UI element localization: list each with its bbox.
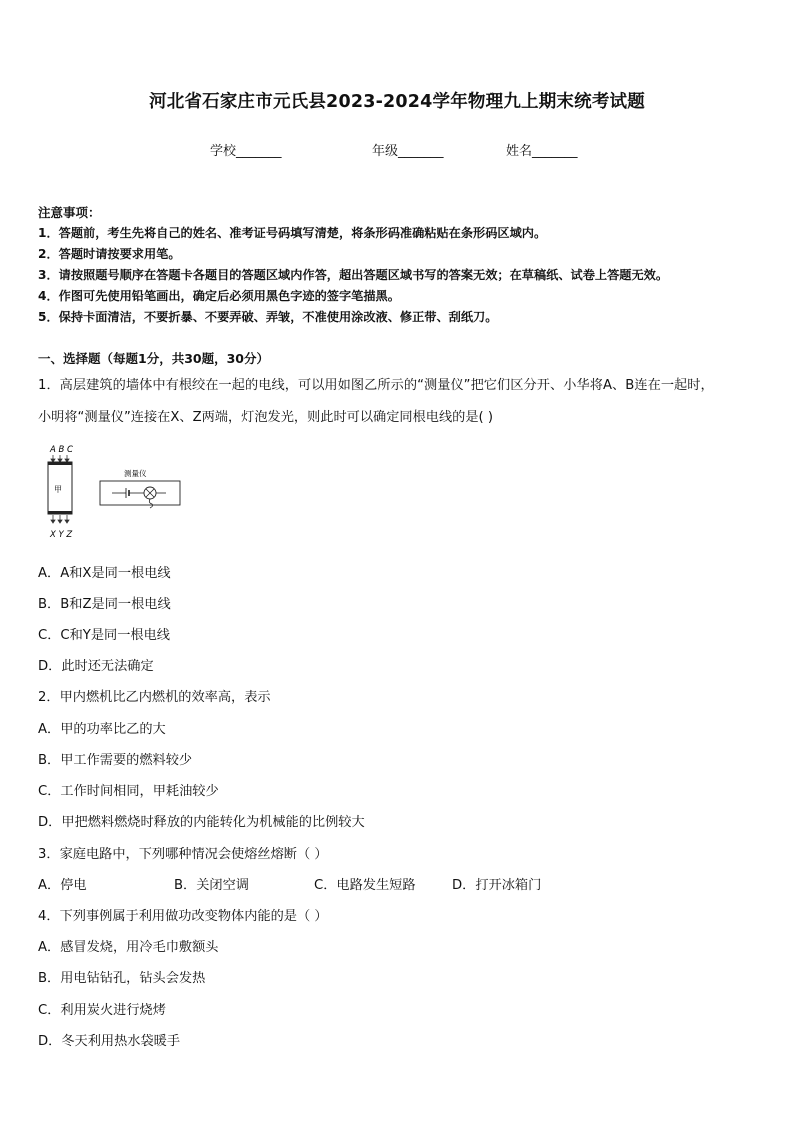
q4-option-d: D．冬天利用热水袋暖手 (38, 1034, 181, 1049)
wiring-diagram (44, 442, 189, 542)
school-field: 学校_______ (210, 144, 282, 159)
q1-stem-line2: 小明将“测量仪”连接在X、Z两端，灯泡发光，则此时可以确定同根电线的是( ) (38, 410, 494, 425)
q1-stem-line1: 1．高层建筑的墙体中有根绞在一起的电线，可以用如图乙所示的“测量仪”把它们区分开、小华将A、B连在一起时， (38, 378, 714, 393)
q2-option-c: C．工作时间相同，甲耗油较少 (38, 784, 219, 799)
q1-figure (44, 442, 189, 542)
notice-item-4: 4．作图可先使用铅笔画出，确定后必须用黑色字迹的签字笔描黑。 (38, 289, 400, 303)
notice-item-2: 2．答题时请按要求用笔。 (38, 247, 181, 261)
q1-option-b: B．B和Z是同一根电线 (38, 597, 171, 612)
section-title: 一、选择题（每题1分，共30题，30分） (38, 351, 269, 366)
figure-meter-label: 测量仪 (124, 469, 147, 478)
bottom-arrows (51, 515, 69, 523)
q3-stem: 3．家庭电路中，下列哪种情况会使熔丝熔断（ ） (38, 847, 328, 862)
q2-option-d: D．甲把燃料燃烧时释放的内能转化为机械能的比例较大 (38, 815, 365, 830)
top-arrows (51, 455, 69, 462)
q4-stem: 4．下列事例属于利用做功改变物体内能的是（ ） (38, 909, 328, 924)
q1-option-c: C．C和Y是同一根电线 (38, 628, 170, 643)
q3-option-d: D．打开冰箱门 (452, 878, 542, 893)
notice-item-3: 3．请按照题号顺序在答题卡各题目的答题区域内作答，超出答题区域书写的答案无效；在草稿纸、试卷上答题无效。 (38, 268, 669, 282)
page-title: 河北省石家庄市元氏县2023-2024学年物理九上期末统考试题 (149, 92, 645, 112)
q4-option-c: C．利用炭火进行烧烤 (38, 1003, 166, 1018)
q2-option-b: B．甲工作需要的燃料较少 (38, 753, 193, 768)
q1-option-a: A．A和X是同一根电线 (38, 566, 171, 581)
q2-option-a: A．甲的功率比乙的大 (38, 722, 166, 737)
q4-option-b: B．用电钻钻孔，钻头会发热 (38, 971, 206, 986)
q1-option-d: D．此时还无法确定 (38, 659, 154, 674)
figure-top-labels: A B C (50, 445, 73, 455)
figure-bottom-labels: X Y Z (50, 530, 73, 540)
q4-option-a: A．感冒发烧，用冷毛巾敷额头 (38, 940, 219, 955)
notice-item-1: 1．答题前，考生先将自己的姓名、准考证号码填写清楚，将条形码准确粘贴在条形码区域内。 (38, 226, 547, 240)
q2-stem: 2．甲内燃机比乙内燃机的效率高，表示 (38, 690, 271, 705)
lead-wire (149, 499, 152, 508)
name-field: 姓名_______ (506, 144, 578, 159)
figure-box-label: 甲 (54, 485, 62, 494)
grade-field: 年级_______ (372, 144, 444, 159)
q3-option-b: B．关闭空调 (174, 878, 249, 893)
q3-option-a: A．停电 (38, 878, 87, 893)
q3-option-c: C．电路发生短路 (314, 878, 416, 893)
notice-item-5: 5．保持卡面清洁，不要折暴、不要弄破、弄皱，不准使用涂改液、修正带、刮纸刀。 (38, 310, 498, 324)
notice-title: 注意事项： (38, 205, 101, 220)
